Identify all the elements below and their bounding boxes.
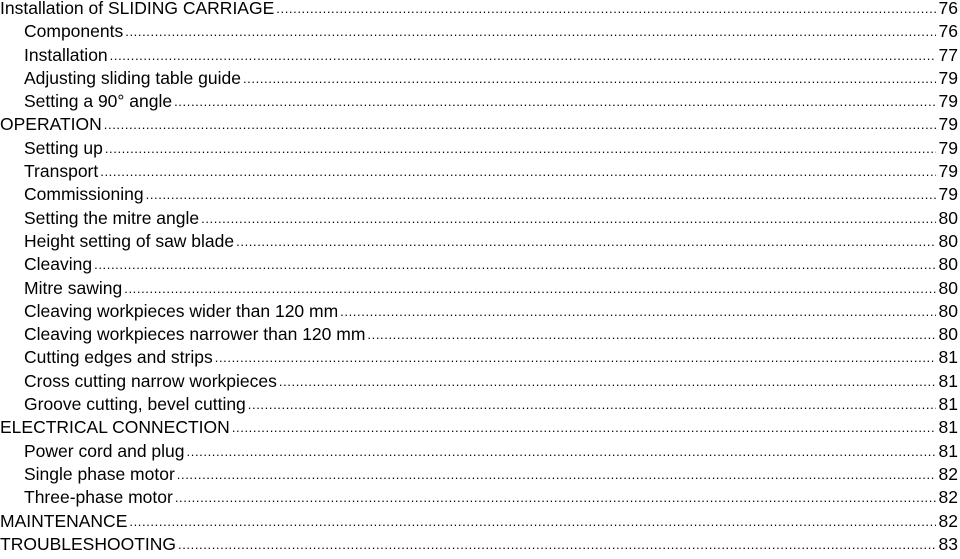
toc-entry-title: OPERATION [0, 114, 102, 135]
toc-entry[interactable] [0, 510, 958, 533]
toc-entry-page: 79 [938, 161, 958, 182]
toc-entry-page: 80 [938, 230, 958, 251]
toc-entry-title: Groove cutting, bevel cutting [24, 394, 246, 415]
toc-entry-title: Mitre sawing [24, 277, 123, 298]
toc-entry-title: Installation [24, 44, 108, 65]
toc-entry[interactable] [0, 300, 958, 323]
toc-entry[interactable] [0, 230, 958, 253]
toc-leader-dots [129, 510, 936, 533]
toc-entry-title: Cleaving workpieces wider than 120 mm [24, 300, 339, 321]
toc-entry-title: ELECTRICAL CONNECTION [0, 417, 230, 438]
toc-entry-page: 81 [938, 370, 958, 391]
toc-entry-page: 80 [938, 277, 958, 298]
toc-entry-page: 80 [938, 300, 958, 321]
toc-entry-page: 81 [938, 394, 958, 415]
toc-entry-page: 81 [938, 417, 958, 438]
toc-leader-dots [201, 207, 936, 230]
toc-entry-page: 80 [938, 324, 958, 345]
toc-entry-page: 79 [938, 137, 958, 158]
toc-entry-title: Three-phase motor [24, 487, 173, 508]
toc-entry[interactable] [0, 207, 958, 230]
toc-leader-dots [276, 0, 936, 20]
toc-entry-page: 79 [938, 184, 958, 205]
toc-leader-dots [243, 67, 936, 90]
toc-leader-dots [367, 323, 936, 346]
toc-entry[interactable] [0, 137, 958, 160]
toc-entry-title: Setting the mitre angle [24, 207, 200, 228]
toc-entry[interactable] [0, 440, 958, 463]
toc-entry-title: Setting a 90° angle [24, 91, 173, 112]
toc-entry[interactable] [0, 323, 958, 346]
toc-entry-page: 79 [938, 114, 958, 135]
toc-entry[interactable] [0, 463, 958, 486]
toc-entry-title: Setting up [24, 137, 103, 158]
toc-leader-dots [100, 160, 936, 183]
toc-entry-title: Power cord and plug [24, 440, 185, 461]
toc-entry[interactable] [0, 533, 958, 556]
toc-entry[interactable] [0, 393, 958, 416]
toc-entry-title: Cross cutting narrow workpieces [24, 370, 277, 391]
toc-entry-title: Height setting of saw blade [24, 230, 235, 251]
toc-entry-page: 81 [938, 347, 958, 368]
toc-entry-page: 82 [938, 510, 958, 531]
toc-entry-page: 83 [938, 533, 958, 554]
toc-entry[interactable] [0, 277, 958, 300]
toc-leader-dots [146, 183, 936, 206]
toc-entry-title: Adjusting sliding table guide [24, 67, 241, 88]
toc-leader-dots [125, 20, 936, 43]
toc-entry[interactable] [0, 44, 958, 67]
toc-leader-dots [175, 486, 936, 509]
toc-leader-dots [94, 253, 936, 276]
toc-leader-dots [104, 113, 936, 136]
toc-leader-dots [248, 393, 936, 416]
toc-entry[interactable] [0, 0, 958, 20]
toc-leader-dots [279, 370, 936, 393]
toc-entry[interactable] [0, 346, 958, 369]
toc-leader-dots [236, 230, 936, 253]
toc-leader-dots [215, 346, 936, 369]
toc-entry-title: TROUBLESHOOTING [0, 533, 176, 554]
toc-entry[interactable] [0, 253, 958, 276]
toc-entry[interactable] [0, 67, 958, 90]
toc-entry-title: Cleaving workpieces narrower than 120 mm [24, 324, 366, 345]
toc-leader-dots [340, 300, 936, 323]
toc-entry-page: 77 [938, 44, 958, 65]
toc-entry-title: Commissioning [24, 184, 144, 205]
toc-entry[interactable] [0, 113, 958, 136]
toc-leader-dots [124, 277, 936, 300]
toc-entry-page: 76 [938, 21, 958, 42]
toc-entry-page: 79 [938, 67, 958, 88]
toc-entry-title: Transport [24, 161, 99, 182]
toc-entry[interactable] [0, 183, 958, 206]
toc-entry-title: Installation of SLIDING CARRIAGE [0, 0, 275, 18]
toc-entry[interactable] [0, 160, 958, 183]
toc-leader-dots [110, 44, 936, 67]
toc-entry-title: Components [24, 21, 124, 42]
toc-entry-page: 80 [938, 207, 958, 228]
toc-entry-page: 80 [938, 254, 958, 275]
toc-leader-dots [187, 440, 936, 463]
toc-entry[interactable] [0, 20, 958, 43]
toc-entry[interactable] [0, 370, 958, 393]
toc-leader-dots [174, 90, 936, 113]
toc-entry-title: MAINTENANCE [0, 510, 128, 531]
toc-entry-page: 79 [938, 91, 958, 112]
toc-entry-title: Cutting edges and strips [24, 347, 213, 368]
toc-entry-title: Cleaving [24, 254, 93, 275]
toc-entry-title: Single phase motor [24, 463, 175, 484]
toc-leader-dots [178, 533, 936, 556]
toc-entry-page: 81 [938, 440, 958, 461]
toc-entry[interactable] [0, 486, 958, 509]
toc-entry-page: 82 [938, 463, 958, 484]
toc-entry-page: 76 [938, 0, 958, 18]
toc-entry[interactable] [0, 416, 958, 439]
toc-leader-dots [177, 463, 936, 486]
toc-entry-page: 82 [938, 487, 958, 508]
toc-entry[interactable] [0, 90, 958, 113]
toc-leader-dots [232, 416, 936, 439]
toc-leader-dots [105, 137, 936, 160]
